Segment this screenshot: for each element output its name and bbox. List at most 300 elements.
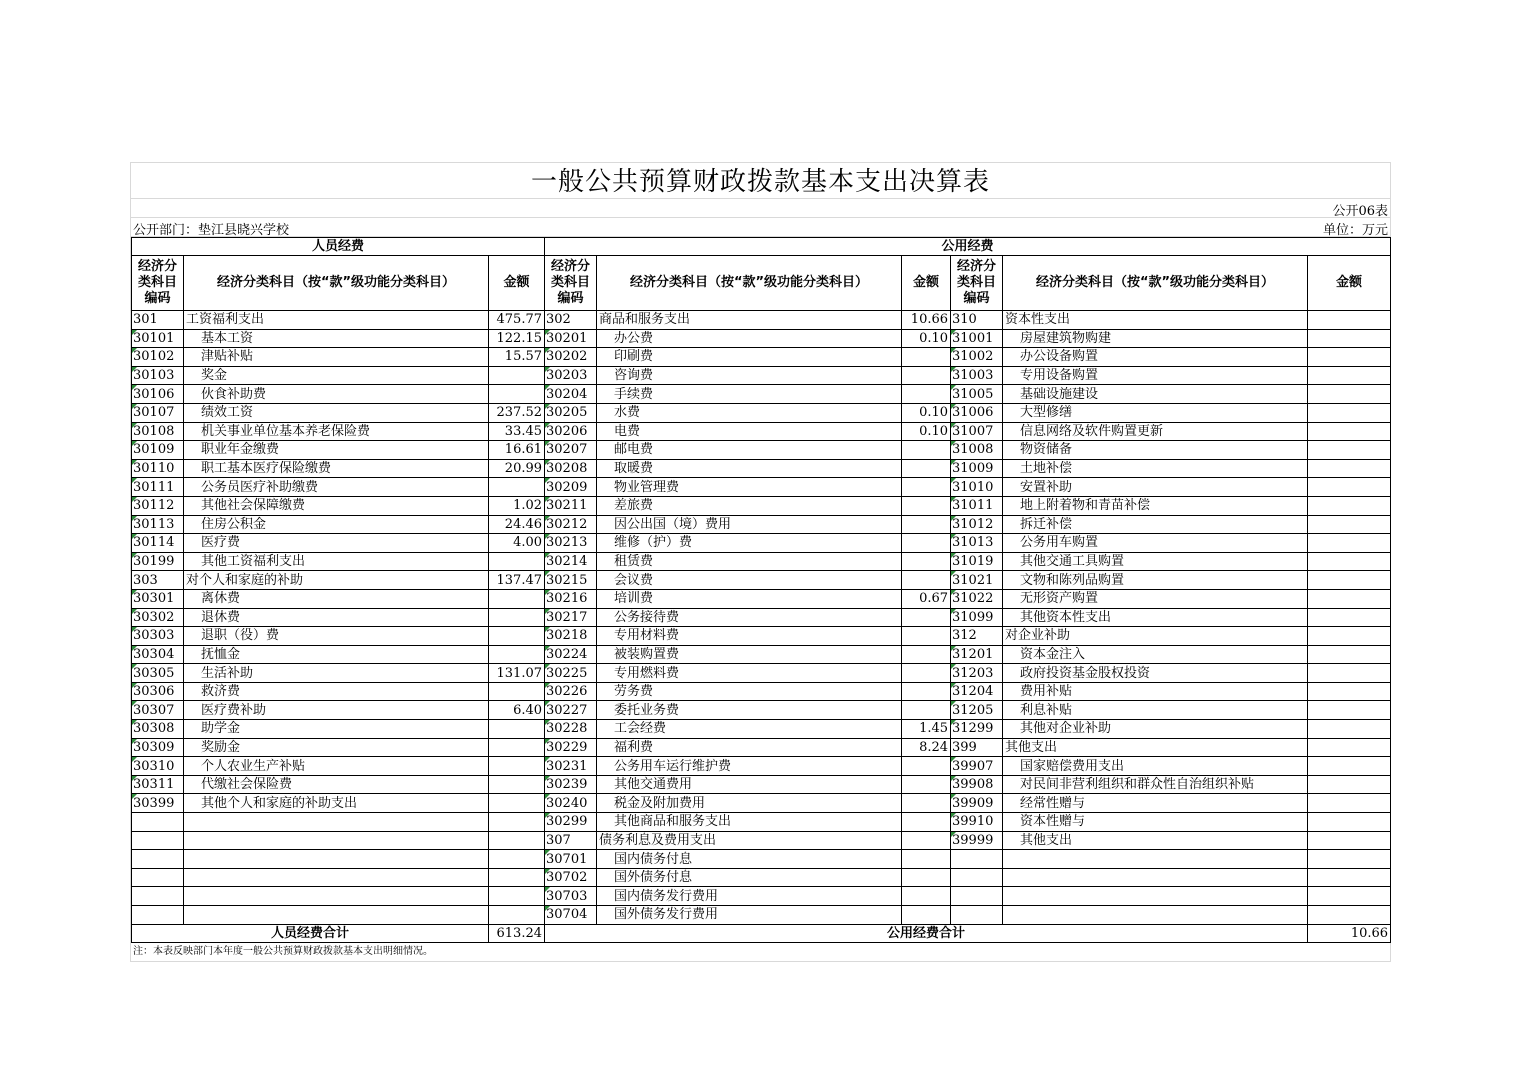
code-cell-3: 31005 bbox=[951, 385, 1003, 404]
code-cell-1: 30308 bbox=[132, 720, 184, 739]
code-cell-3 bbox=[951, 868, 1003, 887]
code-cell-2: 30216 bbox=[545, 589, 597, 608]
name-cell-1: 生活补助 bbox=[184, 664, 489, 683]
table-row bbox=[132, 868, 1391, 887]
name-cell-2: 委托业务费 bbox=[597, 701, 902, 720]
code-cell-3 bbox=[951, 850, 1003, 869]
code-cell-3: 312 bbox=[951, 627, 1003, 646]
column-header-row bbox=[132, 256, 1391, 311]
name-cell-1: 津贴补贴 bbox=[184, 348, 489, 367]
name-cell-1: 工资福利支出 bbox=[184, 311, 489, 330]
amount-cell-3 bbox=[1308, 720, 1391, 739]
table-row bbox=[132, 571, 1391, 590]
name-cell-3: 对企业补助 bbox=[1003, 627, 1308, 646]
table-row bbox=[132, 608, 1391, 627]
table-row bbox=[132, 813, 1391, 832]
amount-cell-1: 15.57 bbox=[489, 348, 545, 367]
name-cell-1 bbox=[184, 850, 489, 869]
amount-cell-3 bbox=[1308, 627, 1391, 646]
table-row bbox=[132, 552, 1391, 571]
code-cell-1: 30101 bbox=[132, 329, 184, 348]
amount-cell-2 bbox=[902, 664, 951, 683]
amount-cell-3 bbox=[1308, 608, 1391, 627]
amount-cell-1 bbox=[489, 682, 545, 701]
amount-cell-3 bbox=[1308, 422, 1391, 441]
name-cell-1: 退休费 bbox=[184, 608, 489, 627]
name-cell-1: 医疗费补助 bbox=[184, 701, 489, 720]
amount-cell-2: 0.10 bbox=[902, 329, 951, 348]
section-public: 公用经费 bbox=[545, 238, 1391, 256]
name-cell-1 bbox=[184, 887, 489, 906]
amount-cell-3 bbox=[1308, 664, 1391, 683]
amount-cell-2 bbox=[902, 348, 951, 367]
code-cell-2: 30214 bbox=[545, 552, 597, 571]
amount-cell-1 bbox=[489, 831, 545, 850]
name-cell-1: 对个人和家庭的补助 bbox=[184, 571, 489, 590]
name-cell-2: 税金及附加费用 bbox=[597, 794, 902, 813]
amount-cell-2 bbox=[902, 478, 951, 497]
name-cell-2: 劳务费 bbox=[597, 682, 902, 701]
amount-cell-1 bbox=[489, 794, 545, 813]
code-cell-2: 30225 bbox=[545, 664, 597, 683]
code-cell-1 bbox=[132, 906, 184, 925]
name-cell-3: 资本性赠与 bbox=[1003, 813, 1308, 832]
code-cell-2: 30226 bbox=[545, 682, 597, 701]
report-sheet bbox=[130, 162, 1391, 962]
personnel-total-value: 613.24 bbox=[489, 924, 545, 942]
name-cell-3: 其他交通工具购置 bbox=[1003, 552, 1308, 571]
code-cell-2: 30207 bbox=[545, 441, 597, 460]
table-number-row bbox=[131, 199, 1390, 218]
amount-cell-2 bbox=[902, 682, 951, 701]
name-cell-1: 奖金 bbox=[184, 366, 489, 385]
amount-cell-3 bbox=[1308, 534, 1391, 553]
table-row bbox=[132, 422, 1391, 441]
name-cell-3: 利息补贴 bbox=[1003, 701, 1308, 720]
amount-cell-2: 1.45 bbox=[902, 720, 951, 739]
name-cell-3: 国家赔偿费用支出 bbox=[1003, 757, 1308, 776]
name-cell-1 bbox=[184, 906, 489, 925]
amount-cell-2 bbox=[902, 515, 951, 534]
code-cell-1: 30303 bbox=[132, 627, 184, 646]
table-row bbox=[132, 329, 1391, 348]
table-row bbox=[132, 720, 1391, 739]
table-row bbox=[132, 534, 1391, 553]
amount-cell-1: 4.00 bbox=[489, 534, 545, 553]
name-cell-1: 个人农业生产补贴 bbox=[184, 757, 489, 776]
code-cell-2: 30203 bbox=[545, 366, 597, 385]
amount-cell-2 bbox=[902, 459, 951, 478]
name-cell-2: 国内债务付息 bbox=[597, 850, 902, 869]
code-cell-1 bbox=[132, 813, 184, 832]
code-cell-3: 31006 bbox=[951, 403, 1003, 422]
amount-cell-1: 24.46 bbox=[489, 515, 545, 534]
amount-cell-2 bbox=[902, 831, 951, 850]
name-cell-1: 绩效工资 bbox=[184, 403, 489, 422]
name-cell-3 bbox=[1003, 906, 1308, 925]
code-cell-3 bbox=[951, 906, 1003, 925]
amount-cell-3 bbox=[1308, 868, 1391, 887]
name-cell-3: 专用设备购置 bbox=[1003, 366, 1308, 385]
name-cell-3: 拆迁补偿 bbox=[1003, 515, 1308, 534]
amount-cell-1 bbox=[489, 813, 545, 832]
name-cell-2: 手续费 bbox=[597, 385, 902, 404]
amount-cell-2 bbox=[902, 906, 951, 925]
name-cell-2: 电费 bbox=[597, 422, 902, 441]
code-cell-3: 31299 bbox=[951, 720, 1003, 739]
public-total-value: 10.66 bbox=[1308, 924, 1391, 942]
code-cell-2: 30299 bbox=[545, 813, 597, 832]
amount-cell-3 bbox=[1308, 459, 1391, 478]
name-cell-2: 租赁费 bbox=[597, 552, 902, 571]
name-cell-3: 资本性支出 bbox=[1003, 311, 1308, 330]
name-cell-1: 其他个人和家庭的补助支出 bbox=[184, 794, 489, 813]
amount-cell-1 bbox=[489, 645, 545, 664]
amount-cell-3 bbox=[1308, 794, 1391, 813]
name-cell-1: 其他社会保障缴费 bbox=[184, 496, 489, 515]
amount-cell-2 bbox=[902, 813, 951, 832]
name-cell-3: 办公设备购置 bbox=[1003, 348, 1308, 367]
table-row bbox=[132, 478, 1391, 497]
amount-cell-3 bbox=[1308, 831, 1391, 850]
amount-cell-2 bbox=[902, 552, 951, 571]
section-personnel: 人员经费 bbox=[132, 238, 545, 256]
code-cell-1: 301 bbox=[132, 311, 184, 330]
code-cell-1: 30103 bbox=[132, 366, 184, 385]
name-cell-3: 其他支出 bbox=[1003, 738, 1308, 757]
department-row bbox=[131, 218, 1390, 237]
name-cell-3: 物资储备 bbox=[1003, 441, 1308, 460]
code-cell-3: 39999 bbox=[951, 831, 1003, 850]
table-row bbox=[132, 366, 1391, 385]
code-cell-1: 30114 bbox=[132, 534, 184, 553]
name-cell-1: 其他工资福利支出 bbox=[184, 552, 489, 571]
table-row bbox=[132, 348, 1391, 367]
code-cell-3: 39907 bbox=[951, 757, 1003, 776]
header-code-3: 经济分类科目编码 bbox=[951, 256, 1003, 311]
amount-cell-3 bbox=[1308, 813, 1391, 832]
code-cell-3: 31201 bbox=[951, 645, 1003, 664]
name-cell-2: 国内债务发行费用 bbox=[597, 887, 902, 906]
amount-cell-2: 8.24 bbox=[902, 738, 951, 757]
name-cell-3: 公务用车购置 bbox=[1003, 534, 1308, 553]
code-cell-2: 30240 bbox=[545, 794, 597, 813]
code-cell-1: 30110 bbox=[132, 459, 184, 478]
name-cell-1: 公务员医疗补助缴费 bbox=[184, 478, 489, 497]
amount-cell-2 bbox=[902, 887, 951, 906]
code-cell-1: 30399 bbox=[132, 794, 184, 813]
table-row bbox=[132, 757, 1391, 776]
amount-cell-1: 16.61 bbox=[489, 441, 545, 460]
name-cell-2: 福利费 bbox=[597, 738, 902, 757]
amount-cell-2 bbox=[902, 608, 951, 627]
code-cell-2: 30704 bbox=[545, 906, 597, 925]
amount-cell-3 bbox=[1308, 906, 1391, 925]
report-title: 一般公共预算财政拨款基本支出决算表 bbox=[131, 163, 1390, 199]
name-cell-2: 差旅费 bbox=[597, 496, 902, 515]
table-row bbox=[132, 441, 1391, 460]
amount-cell-3 bbox=[1308, 775, 1391, 794]
code-cell-1 bbox=[132, 831, 184, 850]
amount-cell-1 bbox=[489, 478, 545, 497]
amount-cell-2 bbox=[902, 868, 951, 887]
name-cell-2: 专用燃料费 bbox=[597, 664, 902, 683]
name-cell-2: 公务接待费 bbox=[597, 608, 902, 627]
name-cell-1: 救济费 bbox=[184, 682, 489, 701]
amount-cell-1 bbox=[489, 589, 545, 608]
table-row bbox=[132, 794, 1391, 813]
name-cell-2: 工会经费 bbox=[597, 720, 902, 739]
amount-cell-1: 137.47 bbox=[489, 571, 545, 590]
code-cell-1: 30309 bbox=[132, 738, 184, 757]
name-cell-1: 基本工资 bbox=[184, 329, 489, 348]
name-cell-3: 文物和陈列品购置 bbox=[1003, 571, 1308, 590]
unit-label: 单位：万元 bbox=[1322, 223, 1388, 238]
amount-cell-3 bbox=[1308, 887, 1391, 906]
name-cell-2: 培训费 bbox=[597, 589, 902, 608]
code-cell-3: 31003 bbox=[951, 366, 1003, 385]
name-cell-3: 其他资本性支出 bbox=[1003, 608, 1308, 627]
code-cell-2: 30208 bbox=[545, 459, 597, 478]
footnote: 注：本表反映部门本年度一般公共预算财政拨款基本支出明细情况。 bbox=[131, 943, 1390, 962]
header-amount-2: 金额 bbox=[902, 256, 951, 311]
table-row bbox=[132, 682, 1391, 701]
amount-cell-2 bbox=[902, 385, 951, 404]
code-cell-2: 30702 bbox=[545, 868, 597, 887]
amount-cell-2 bbox=[902, 775, 951, 794]
name-cell-2: 印刷费 bbox=[597, 348, 902, 367]
table-row bbox=[132, 850, 1391, 869]
code-cell-1: 30304 bbox=[132, 645, 184, 664]
table-row bbox=[132, 515, 1391, 534]
code-cell-2: 30703 bbox=[545, 887, 597, 906]
code-cell-1: 30107 bbox=[132, 403, 184, 422]
amount-cell-3 bbox=[1308, 589, 1391, 608]
amount-cell-3 bbox=[1308, 311, 1391, 330]
table-number: 公开06表 bbox=[1332, 204, 1388, 219]
code-cell-2: 30239 bbox=[545, 775, 597, 794]
name-cell-3: 安置补助 bbox=[1003, 478, 1308, 497]
amount-cell-1: 33.45 bbox=[489, 422, 545, 441]
code-cell-3: 31205 bbox=[951, 701, 1003, 720]
name-cell-2: 公务用车运行维护费 bbox=[597, 757, 902, 776]
code-cell-2: 30213 bbox=[545, 534, 597, 553]
code-cell-1: 30302 bbox=[132, 608, 184, 627]
header-name-2: 经济分类科目（按“款”级功能分类科目） bbox=[597, 256, 902, 311]
table-row bbox=[132, 589, 1391, 608]
amount-cell-3 bbox=[1308, 329, 1391, 348]
code-cell-2: 30205 bbox=[545, 403, 597, 422]
code-cell-1: 30307 bbox=[132, 701, 184, 720]
code-cell-3: 31002 bbox=[951, 348, 1003, 367]
name-cell-1: 职工基本医疗保险缴费 bbox=[184, 459, 489, 478]
code-cell-3: 31007 bbox=[951, 422, 1003, 441]
name-cell-1: 住房公积金 bbox=[184, 515, 489, 534]
code-cell-2: 30215 bbox=[545, 571, 597, 590]
amount-cell-2 bbox=[902, 850, 951, 869]
amount-cell-2 bbox=[902, 645, 951, 664]
code-cell-2: 30212 bbox=[545, 515, 597, 534]
table-row bbox=[132, 403, 1391, 422]
code-cell-1 bbox=[132, 868, 184, 887]
amount-cell-1 bbox=[489, 775, 545, 794]
name-cell-2: 咨询费 bbox=[597, 366, 902, 385]
header-name-1: 经济分类科目（按“款”级功能分类科目） bbox=[184, 256, 489, 311]
code-cell-3: 31203 bbox=[951, 664, 1003, 683]
code-cell-2: 30202 bbox=[545, 348, 597, 367]
code-cell-2: 30211 bbox=[545, 496, 597, 515]
code-cell-2: 30209 bbox=[545, 478, 597, 497]
code-cell-3: 31021 bbox=[951, 571, 1003, 590]
name-cell-1: 医疗费 bbox=[184, 534, 489, 553]
amount-cell-1: 6.40 bbox=[489, 701, 545, 720]
name-cell-3: 政府投资基金股权投资 bbox=[1003, 664, 1308, 683]
amount-cell-3 bbox=[1308, 738, 1391, 757]
name-cell-2: 维修（护）费 bbox=[597, 534, 902, 553]
amount-cell-3 bbox=[1308, 515, 1391, 534]
amount-cell-1 bbox=[489, 757, 545, 776]
amount-cell-2 bbox=[902, 701, 951, 720]
amount-cell-1 bbox=[489, 850, 545, 869]
amount-cell-3 bbox=[1308, 645, 1391, 664]
amount-cell-2 bbox=[902, 496, 951, 515]
code-cell-3: 31019 bbox=[951, 552, 1003, 571]
name-cell-1: 伙食补助费 bbox=[184, 385, 489, 404]
name-cell-3: 费用补贴 bbox=[1003, 682, 1308, 701]
amount-cell-1 bbox=[489, 906, 545, 925]
table-row bbox=[132, 645, 1391, 664]
amount-cell-1 bbox=[489, 627, 545, 646]
amount-cell-2 bbox=[902, 534, 951, 553]
amount-cell-1 bbox=[489, 385, 545, 404]
department-label: 公开部门：垫江县晓兴学校 bbox=[133, 223, 290, 238]
code-cell-3: 31013 bbox=[951, 534, 1003, 553]
name-cell-2: 其他商品和服务支出 bbox=[597, 813, 902, 832]
code-cell-1 bbox=[132, 850, 184, 869]
name-cell-3 bbox=[1003, 868, 1308, 887]
code-cell-3: 39909 bbox=[951, 794, 1003, 813]
code-cell-2: 30224 bbox=[545, 645, 597, 664]
amount-cell-1: 122.15 bbox=[489, 329, 545, 348]
amount-cell-1 bbox=[489, 608, 545, 627]
table-row bbox=[132, 738, 1391, 757]
table-row bbox=[132, 385, 1391, 404]
name-cell-3: 信息网络及软件购置更新 bbox=[1003, 422, 1308, 441]
code-cell-2: 30217 bbox=[545, 608, 597, 627]
name-cell-1: 助学金 bbox=[184, 720, 489, 739]
name-cell-2: 其他交通费用 bbox=[597, 775, 902, 794]
code-cell-3: 31010 bbox=[951, 478, 1003, 497]
code-cell-1: 30306 bbox=[132, 682, 184, 701]
amount-cell-1: 237.52 bbox=[489, 403, 545, 422]
public-total-label: 公用经费合计 bbox=[545, 924, 1308, 942]
amount-cell-1 bbox=[489, 552, 545, 571]
header-amount-3: 金额 bbox=[1308, 256, 1391, 311]
code-cell-1: 30111 bbox=[132, 478, 184, 497]
name-cell-2: 水费 bbox=[597, 403, 902, 422]
amount-cell-2: 0.10 bbox=[902, 422, 951, 441]
code-cell-2: 30218 bbox=[545, 627, 597, 646]
code-cell-2: 30701 bbox=[545, 850, 597, 869]
amount-cell-1: 1.02 bbox=[489, 496, 545, 515]
name-cell-1: 机关事业单位基本养老保险费 bbox=[184, 422, 489, 441]
name-cell-2: 被装购置费 bbox=[597, 645, 902, 664]
code-cell-1 bbox=[132, 887, 184, 906]
table-row bbox=[132, 664, 1391, 683]
code-cell-1: 30109 bbox=[132, 441, 184, 460]
code-cell-1: 30108 bbox=[132, 422, 184, 441]
amount-cell-2: 10.66 bbox=[902, 311, 951, 330]
table-row bbox=[132, 887, 1391, 906]
code-cell-3: 31008 bbox=[951, 441, 1003, 460]
amount-cell-3 bbox=[1308, 682, 1391, 701]
table-row bbox=[132, 775, 1391, 794]
amount-cell-1 bbox=[489, 720, 545, 739]
header-name-3: 经济分类科目（按“款”级功能分类科目） bbox=[1003, 256, 1308, 311]
code-cell-3: 31001 bbox=[951, 329, 1003, 348]
name-cell-3: 其他对企业补助 bbox=[1003, 720, 1308, 739]
code-cell-2: 30201 bbox=[545, 329, 597, 348]
code-cell-3: 39910 bbox=[951, 813, 1003, 832]
name-cell-2: 取暖费 bbox=[597, 459, 902, 478]
name-cell-1: 退职（役）费 bbox=[184, 627, 489, 646]
amount-cell-1 bbox=[489, 887, 545, 906]
code-cell-2: 302 bbox=[545, 311, 597, 330]
amount-cell-3 bbox=[1308, 366, 1391, 385]
code-cell-3: 399 bbox=[951, 738, 1003, 757]
amount-cell-1 bbox=[489, 738, 545, 757]
name-cell-3: 地上附着物和青苗补偿 bbox=[1003, 496, 1308, 515]
name-cell-1: 代缴社会保险费 bbox=[184, 775, 489, 794]
name-cell-3: 土地补偿 bbox=[1003, 459, 1308, 478]
amount-cell-3 bbox=[1308, 757, 1391, 776]
code-cell-3: 31204 bbox=[951, 682, 1003, 701]
name-cell-3: 资本金注入 bbox=[1003, 645, 1308, 664]
code-cell-2: 30206 bbox=[545, 422, 597, 441]
amount-cell-3 bbox=[1308, 701, 1391, 720]
code-cell-1: 30106 bbox=[132, 385, 184, 404]
amount-cell-3 bbox=[1308, 571, 1391, 590]
amount-cell-1 bbox=[489, 868, 545, 887]
amount-cell-3 bbox=[1308, 850, 1391, 869]
code-cell-1: 30113 bbox=[132, 515, 184, 534]
amount-cell-3 bbox=[1308, 552, 1391, 571]
code-cell-1: 303 bbox=[132, 571, 184, 590]
code-cell-2: 307 bbox=[545, 831, 597, 850]
name-cell-2: 专用材料费 bbox=[597, 627, 902, 646]
section-header-row bbox=[132, 238, 1391, 256]
table-row bbox=[132, 906, 1391, 925]
amount-cell-1: 131.07 bbox=[489, 664, 545, 683]
code-cell-1: 30102 bbox=[132, 348, 184, 367]
header-amount-1: 金额 bbox=[489, 256, 545, 311]
table-row bbox=[132, 459, 1391, 478]
table-row bbox=[132, 831, 1391, 850]
name-cell-3: 房屋建筑物购建 bbox=[1003, 329, 1308, 348]
table-row bbox=[132, 627, 1391, 646]
code-cell-3: 31099 bbox=[951, 608, 1003, 627]
code-cell-1: 30305 bbox=[132, 664, 184, 683]
name-cell-3: 其他支出 bbox=[1003, 831, 1308, 850]
name-cell-3 bbox=[1003, 850, 1308, 869]
amount-cell-2: 0.67 bbox=[902, 589, 951, 608]
amount-cell-3 bbox=[1308, 403, 1391, 422]
name-cell-2: 邮电费 bbox=[597, 441, 902, 460]
name-cell-1 bbox=[184, 868, 489, 887]
code-cell-2: 30229 bbox=[545, 738, 597, 757]
amount-cell-3 bbox=[1308, 478, 1391, 497]
totals-row bbox=[132, 924, 1391, 942]
